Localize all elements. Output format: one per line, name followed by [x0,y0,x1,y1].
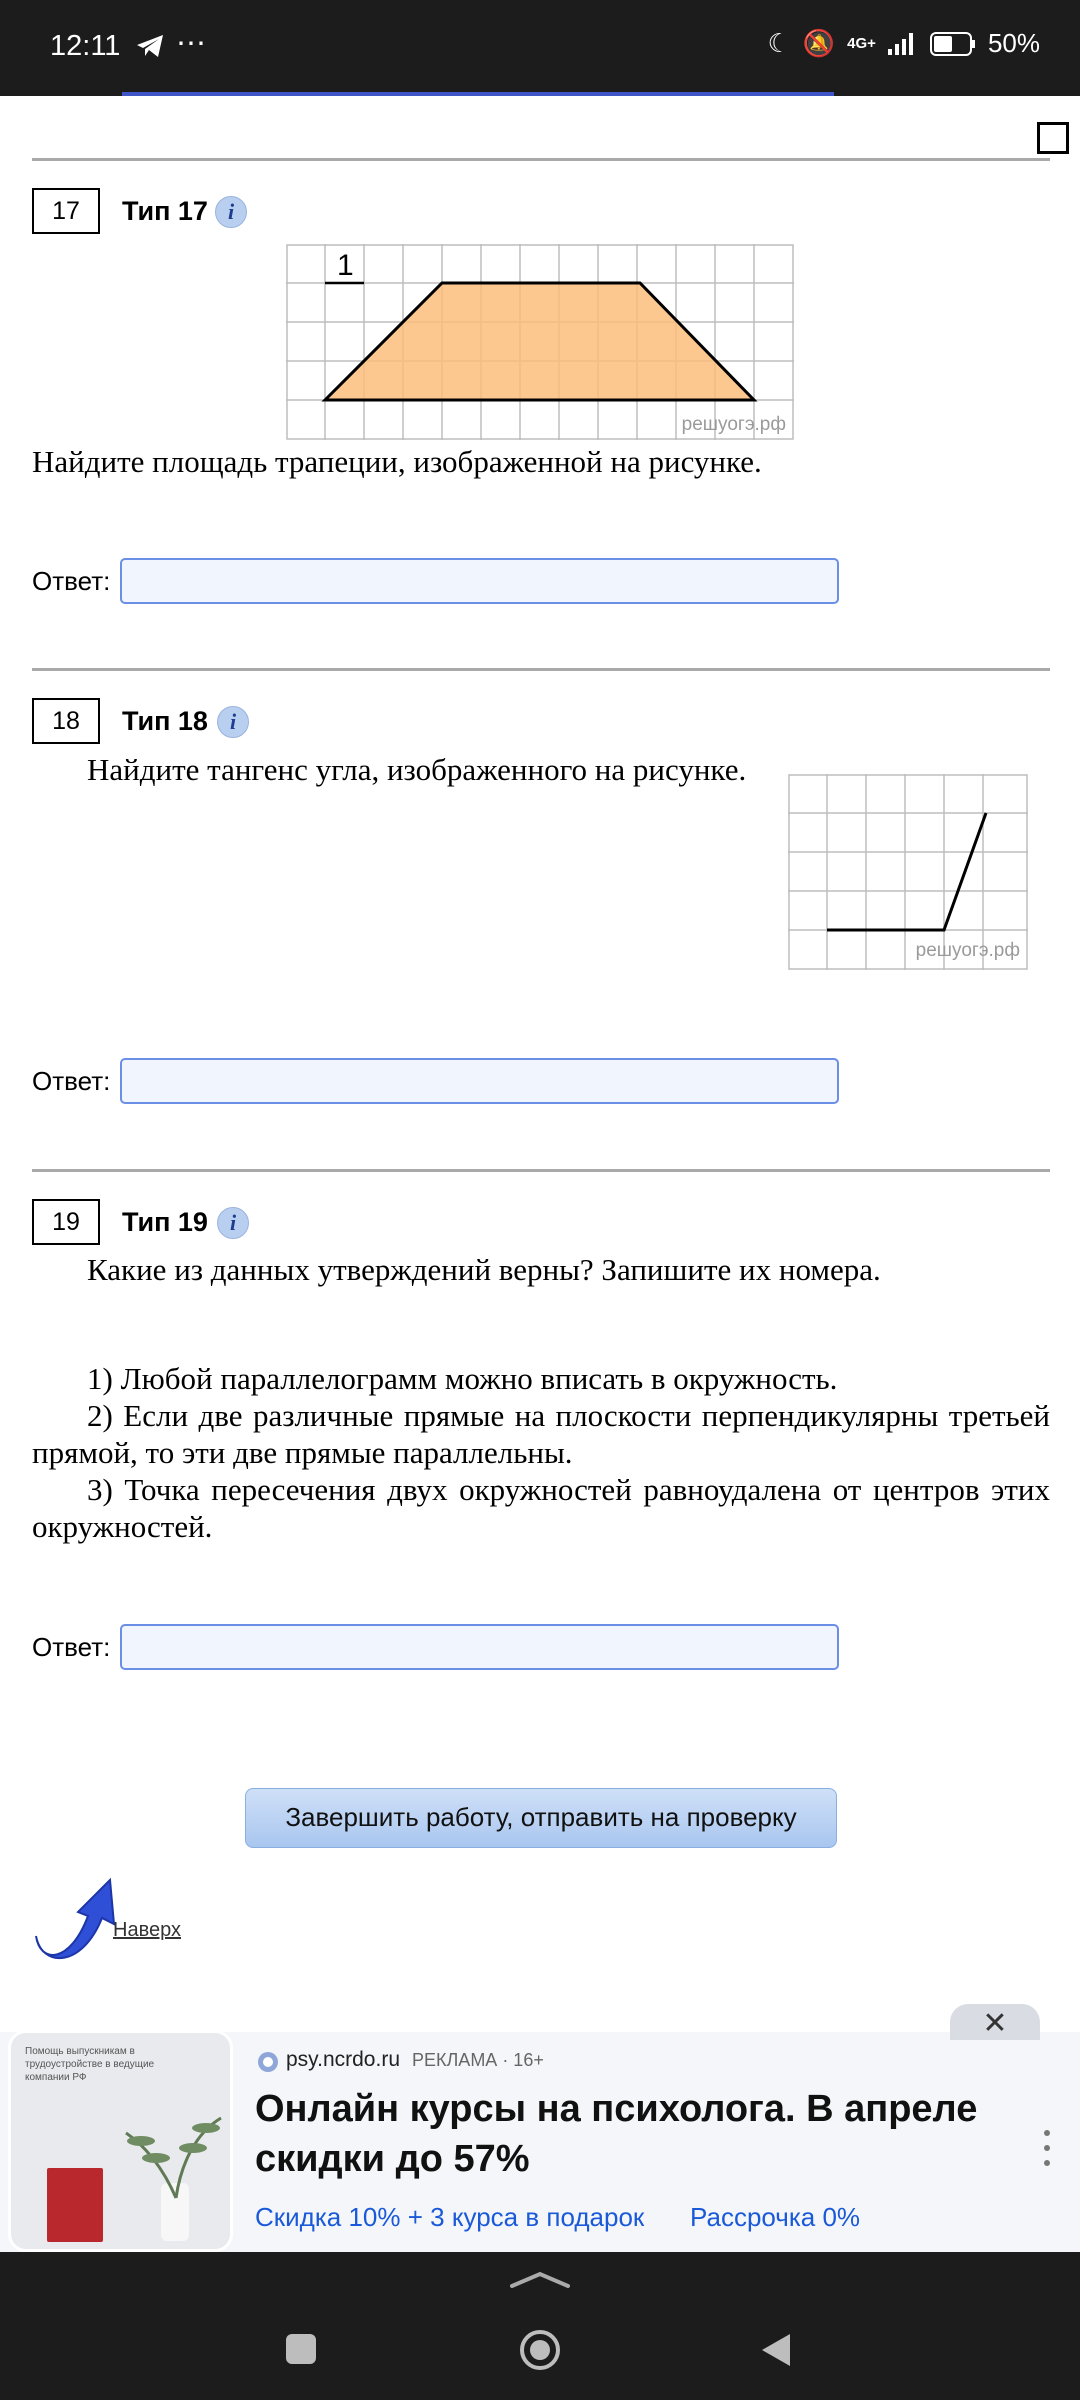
watermark: решуогэ.рф [915,940,1020,961]
question-number: 19 [32,1199,100,1245]
ad-tag: РЕКЛАМА · 16+ [412,2050,544,2070]
answer-input[interactable] [120,1058,839,1104]
chevron-up-icon[interactable] [510,2270,570,2290]
arrow-up-icon[interactable] [30,1876,118,1966]
question-number: 18 [32,698,100,744]
divider [32,1169,1050,1172]
answer-label: Ответ: [32,1632,111,1662]
ad-thumb-plant [121,2103,231,2203]
angle-lines [827,813,986,930]
page-top-border [122,92,834,96]
ad-more-icon[interactable] [1043,2128,1051,2168]
answer-label: Ответ: [32,1066,111,1096]
answer-input[interactable] [120,558,839,604]
question-text: Какие из данных утверждений верны? Запишите их номера. [87,1252,881,1287]
ad-title[interactable]: Онлайн курсы на психолога. В апреле скидки до 57% [255,2088,978,2180]
battery-icon [930,32,976,56]
question-type: Тип 19 [122,1207,208,1237]
watermark: решуогэ.рф [681,414,786,435]
home-button[interactable] [518,2328,562,2372]
angle-figure [788,774,1028,970]
ad-close-button[interactable]: ✕ [950,2004,1040,2040]
battery-percent: 50% [987,28,1040,58]
back-button[interactable] [760,2332,792,2368]
moon-icon: ☾ [767,28,791,58]
ad-domain: psy.ncrdo.ru [286,2048,400,2071]
question-number: 17 [32,188,100,234]
statement-1: 1) Любой параллелограмм можно вписать в окружность. [87,1361,838,1396]
ad-link-discount[interactable]: Скидка 10% + 3 курса в подарок [255,2202,645,2232]
navigation-bar [0,2252,1080,2400]
recent-apps-button[interactable] [286,2334,316,2364]
ad-thumb-text: Помощь выпускникам в трудоустройстве в ведущие компании РФ [25,2046,155,2083]
info-icon[interactable]: i [217,706,249,738]
answer-input[interactable] [120,1624,839,1670]
question-text: Найдите тангенс угла, изображенного на рисунке. [87,752,747,787]
status-bar [0,0,1080,96]
status-time: 12:11 [50,30,121,62]
divider [32,668,1050,671]
trapezoid-shape [325,283,754,400]
more-notifications-icon: ⋯ [176,27,206,60]
submit-button[interactable]: Завершить работу, отправить на проверку [245,1788,837,1848]
question-type: Тип 17 [122,196,208,226]
statement-3: 3) Точка пересечения двух окружностей равноудалена от центров этих окружностей. [32,1472,1050,1544]
status-icons [767,28,1040,59]
question-type: Тип 18 [122,706,208,736]
signal-icon [888,33,918,55]
info-icon[interactable]: i [217,1207,249,1239]
answer-label: Ответ: [32,566,111,596]
ad-link-installment[interactable]: Рассрочка 0% [690,2202,861,2232]
ad-thumbnail[interactable] [8,2030,233,2252]
telegram-icon [135,34,165,58]
ad-domain-line [286,2048,544,2072]
divider [32,158,1050,161]
network-label: 4G+ [847,35,876,52]
mute-icon: 🔕 [802,28,836,58]
corner-checkbox[interactable] [1037,122,1069,154]
ad-thumb-book [47,2168,103,2242]
back-to-top-link[interactable]: Наверх [113,1919,181,1941]
question-text: Найдите площадь трапеции, изображенной на рисунке. [32,444,762,479]
trapezoid-figure [286,244,794,440]
ad-site-icon [256,2050,280,2074]
statement-2: 2) Если две различные прямые на плоскости перпендикулярны третьей прямой, то эти две прямые параллельны. [32,1398,1050,1470]
info-icon[interactable]: i [215,196,247,228]
figure-unit-label: 1 [337,249,354,282]
